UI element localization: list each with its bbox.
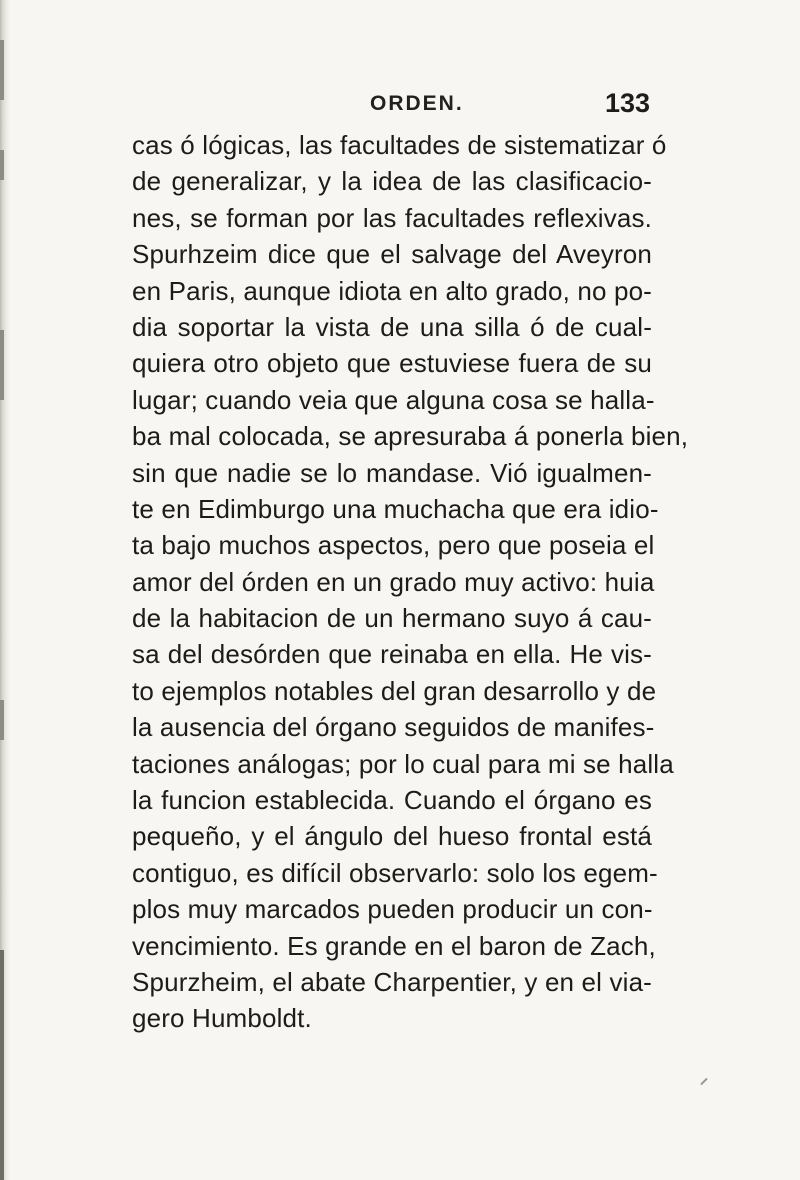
text-line: la funcion establecida. Cuando el órgano es: [132, 785, 652, 816]
text-line: vencimiento. Es grande en el baron de Zach,: [132, 930, 656, 961]
text-line: nes, se forman por las facultades reflexivas.: [132, 202, 652, 233]
binding-mark: [0, 700, 4, 740]
binding-mark: [0, 330, 4, 400]
text-line: Spurzheim, el abate Charpentier, y en el via-: [132, 966, 652, 997]
text-line: dia soportar la vista de una silla ó de cual-: [132, 311, 652, 342]
page-header: [130, 88, 650, 122]
text-line: to ejemplos notables del gran desarrollo y de: [132, 675, 657, 706]
text-line: en Paris, aunque idiota en alto grado, no po-: [132, 275, 652, 306]
text-line: de la habitacion de un hermano suyo á cau-: [132, 603, 652, 634]
text-line: gero Humboldt.: [132, 1003, 312, 1034]
running-head: ORDEN.: [370, 92, 464, 115]
text-line: de generalizar, y la idea de las clasificacio-: [132, 166, 652, 197]
text-line: amor del órden en un grado muy activo: huia: [132, 566, 655, 597]
text-line: pequeño, y el ángulo del hueso frontal está: [132, 821, 652, 852]
binding-mark: [0, 40, 4, 100]
text-line: Spurhzeim dice que el salvage del Aveyron: [132, 239, 652, 270]
text-line: sin que nadie se lo mandase. Vió igualmen-: [132, 457, 652, 488]
text-line: quiera otro objeto que estuviese fuera de su: [132, 348, 652, 379]
text-line: cas ó lógicas, las facultades de sistematizar ó: [132, 130, 667, 160]
binding-mark: [0, 950, 4, 1180]
text-line: te en Edimburgo una muchacha que era idio-: [132, 493, 659, 524]
text-line: taciones análogas; por lo cual para mi se halla: [132, 748, 674, 779]
text-line: lugar; cuando veia que alguna cosa se halla-: [132, 384, 655, 415]
text-line: ba mal colocada, se apresuraba á ponerla bien,: [132, 421, 689, 452]
text-line: contiguo, es difícil observarlo: solo los egem-: [132, 857, 658, 888]
text-line: la ausencia del órgano seguidos de manifes-: [132, 712, 655, 743]
text-line: ta bajo muchos aspectos, pero que poseia el: [132, 530, 655, 561]
binding-mark: [0, 150, 4, 180]
body-text: [132, 127, 689, 1037]
text-line: sa del desórden que reinaba en ella. He vis-: [132, 639, 652, 670]
paper-speck: [700, 1078, 708, 1086]
text-line: plos muy marcados pueden producir un con-: [132, 894, 653, 925]
page-number: 133: [604, 88, 650, 118]
